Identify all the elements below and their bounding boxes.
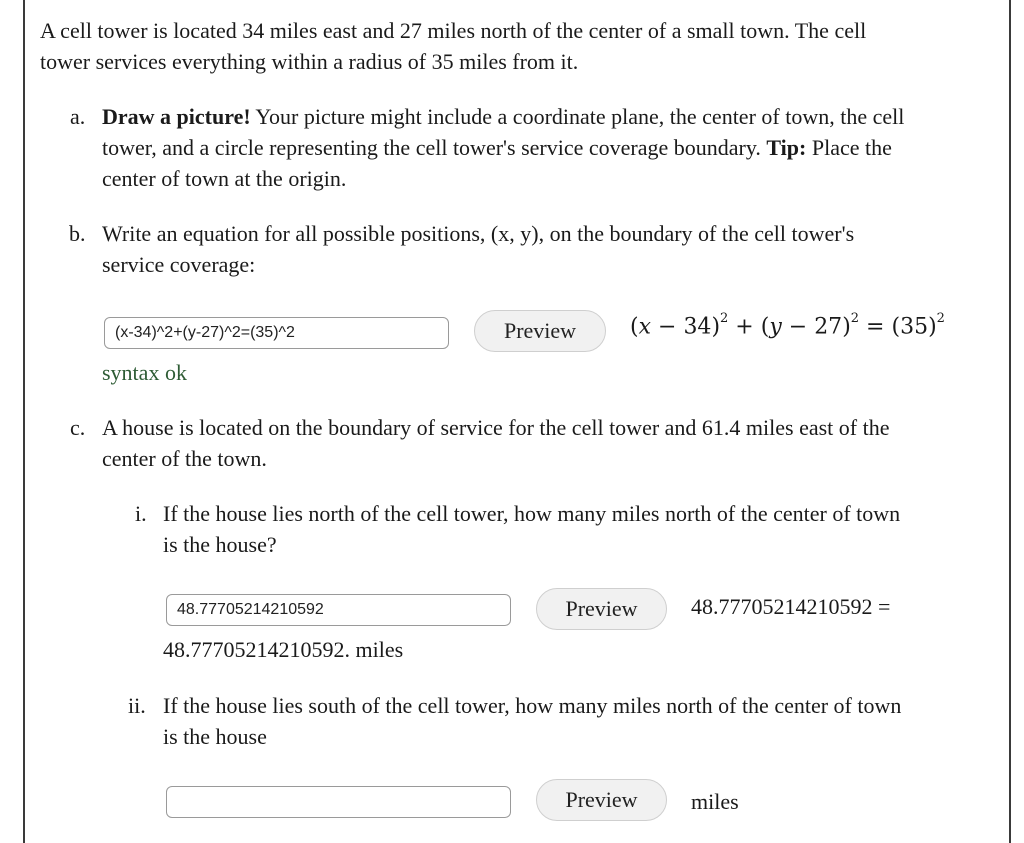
equation-preview-math: $(x - 34)^2 + (y - 27)^2 = (35)^2$ [630,311,945,340]
math-r: 35 [900,314,929,340]
part-a-line-3: center of town at the origin. [102,166,347,191]
part-b-line-2: service coverage: [102,252,256,277]
preview-button-c-i[interactable]: Preview [536,588,667,630]
math-exp-1: 2 [720,311,729,326]
south-answer-input[interactable] [166,786,511,818]
math-x: x [638,314,652,340]
south-unit-label: miles [691,789,739,814]
preview-button-b[interactable]: Preview [474,310,606,352]
part-a-line-2 [102,132,892,163]
math-exp-2: 2 [850,311,860,326]
preview-button-c-ii[interactable]: Preview [536,779,667,821]
equation-answer-input[interactable]: (x-34)^2+(y-27)^2=(35)^2 [104,317,449,349]
math-y: y [769,314,782,340]
part-a-bold-draw: Draw a picture! [102,104,251,129]
intro-line-1: A cell tower is located 34 miles east and 27 miles north of the center of a small town. The cell [40,18,867,43]
part-a-line-1-text: Your picture might include a coordinate plane, the center of town, the cell [250,104,905,129]
part-a-line-2-tail: Place the [806,135,892,160]
part-c-line-2: center of the town. [102,446,267,471]
part-a-bold-tip: Tip: [766,135,807,160]
part-a-line-1 [102,101,904,132]
math-b: 27 [814,314,843,340]
math-a: 34 [683,314,712,340]
sub-i-line-2: is the house? [163,532,277,557]
math-exp-3: 2 [936,311,945,326]
part-b-marker: b. [69,221,86,246]
sub-ii-line-2: is the house [163,724,267,749]
part-c-line-1: A house is located on the boundary of service for the cell tower and 61.4 miles east of the [102,415,890,440]
north-result-text: 48.77705214210592. miles [163,637,404,662]
part-a-marker: a. [70,104,86,129]
sub-ii-marker: ii. [128,693,146,718]
part-a-line-2-text: tower, and a circle representing the cell tower's service coverage boundary. [102,135,767,160]
sub-i-line-1: If the house lies north of the cell tower, how many miles north of the center of town [163,501,901,526]
sub-i-marker: i. [135,501,147,526]
north-preview-text: 48.77705214210592 = [691,594,891,619]
sub-ii-line-1: If the house lies south of the cell tower, how many miles north of the center of town [163,693,902,718]
intro-line-2: tower services everything within a radius of 35 miles from it. [40,49,579,74]
part-b-line-1: Write an equation for all possible positions, (x, y), on the boundary of the cell tower's [102,221,855,246]
part-c-marker: c. [70,415,86,440]
syntax-status: syntax ok [102,360,187,385]
north-answer-input[interactable]: 48.77705214210592 [166,594,511,626]
